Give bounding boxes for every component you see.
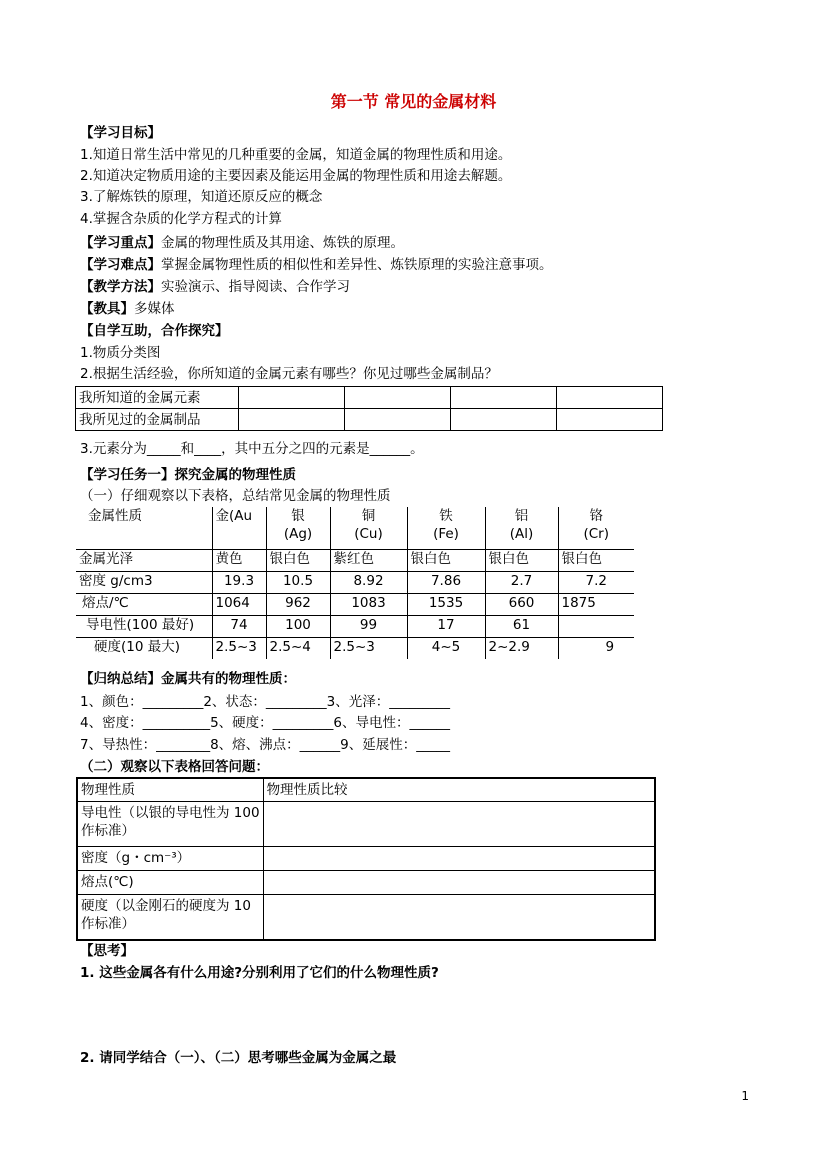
think-q2: 2. 请同学结合（一）、（二）思考哪些金属为金属之最: [80, 1050, 397, 1066]
property-cell: [77, 802, 263, 847]
objective-item: 1.知道日常生活中常见的几种重要的金属，知道金属的物理性质和用途。: [80, 147, 512, 163]
table-cell-blank[interactable]: [345, 387, 451, 409]
methods-label: 【教学方法】: [80, 279, 161, 295]
metal-symbol: (Cu): [354, 526, 383, 542]
metal-header: [266, 507, 330, 550]
row-label: 熔点/℃: [76, 594, 212, 616]
summary-line: 1、颜色：_________2、状态：_________3、光泽：_________: [80, 694, 451, 710]
property-line: 导电性（以银的导电性为 100: [81, 805, 260, 821]
property-cell: [77, 895, 263, 941]
table-cell: 银白色: [407, 550, 485, 572]
property-line: 作标准）: [81, 916, 135, 932]
key-points: [80, 234, 404, 252]
row-label: 硬度(10 最大): [76, 638, 212, 660]
property-comparison-table: [76, 777, 656, 941]
table-row: [76, 594, 634, 616]
table-row: [77, 847, 655, 871]
table-cell: [558, 616, 634, 638]
header-cell: 物理性质比较: [263, 778, 655, 802]
header-cell: 物理性质: [77, 778, 263, 802]
table-cell: 1535: [407, 594, 485, 616]
self-study-heading: 【自学互助，合作探究】: [80, 323, 229, 339]
tools-text: 多媒体: [134, 301, 175, 317]
table-row: [77, 802, 655, 847]
difficulties-text: 掌握金属物理性质的相似性和差异性、炼铁原理的实验注意事项。: [161, 257, 553, 273]
metal-name: 银: [291, 508, 305, 524]
table-cell: 黄色: [212, 550, 266, 572]
table-cell: 2.5~3: [212, 638, 266, 660]
part2-heading: （二）观察以下表格回答问题：: [80, 759, 269, 775]
self-study-q2: 2.根据生活经验，你所知道的金属元素有哪些？你见过哪些金属制品？: [80, 366, 498, 382]
table-cell: 紫红色: [330, 550, 407, 572]
summary-heading: [80, 670, 296, 688]
table-cell: 74: [212, 616, 266, 638]
property-cell: [77, 847, 263, 871]
key-points-text: 金属的物理性质及其用途、炼铁的原理。: [161, 235, 404, 251]
metal-header: [558, 507, 634, 550]
table-cell: 2.5~3: [330, 638, 407, 660]
table-cell: 4~5: [407, 638, 485, 660]
table-cell-blank[interactable]: [557, 409, 663, 431]
metal-name: 铜: [361, 508, 376, 524]
methods: [80, 278, 350, 296]
property-cell: [77, 871, 263, 895]
property-line: 密度（g・cm⁻³）: [81, 850, 191, 866]
task1-intro: （一）仔细观察以下表格，总结常见金属的物理性质: [80, 488, 391, 504]
table-row: [76, 616, 634, 638]
table-cell: 8.92: [330, 572, 407, 594]
table-row: [77, 895, 655, 941]
metal-name: 金(Au: [215, 508, 253, 524]
key-points-label: 【学习重点】: [80, 235, 161, 251]
table-cell: 7.86: [407, 572, 485, 594]
table-cell: 61: [485, 616, 558, 638]
metal-name: 铝: [514, 508, 529, 524]
table-cell-blank[interactable]: [557, 387, 663, 409]
objective-item: 4.掌握含杂质的化学方程式的计算: [80, 211, 282, 227]
table-cell: 9: [558, 638, 634, 660]
table-cell: 1083: [330, 594, 407, 616]
table-cell: 银白色: [558, 550, 634, 572]
metal-name: 铬: [589, 508, 603, 524]
table-cell: 962: [266, 594, 330, 616]
answer-cell[interactable]: [263, 871, 655, 895]
metal-properties-table: [76, 507, 634, 659]
table-cell-blank[interactable]: [345, 409, 451, 431]
metals-known-table: [75, 386, 663, 431]
table-cell-blank[interactable]: [451, 409, 557, 431]
property-line: 硬度（以金刚石的硬度为 10: [81, 898, 251, 914]
table-cell: 银白色: [266, 550, 330, 572]
metal-symbol: (Ag): [283, 526, 313, 542]
table-cell-blank[interactable]: [451, 387, 557, 409]
row-label: 密度 g/cm3: [76, 572, 212, 594]
tools-label: 【教具】: [80, 301, 134, 317]
row-label: 金属光泽: [76, 550, 212, 572]
metal-symbol: (Al): [509, 526, 534, 542]
table-row: [76, 387, 663, 409]
table-cell: 银白色: [485, 550, 558, 572]
table-header-row: [76, 507, 634, 550]
table-cell: 2.7: [485, 572, 558, 594]
table-cell: 10.5: [266, 572, 330, 594]
think-q1: 1. 这些金属各有什么用途?分别利用了它们的什么物理性质?: [80, 965, 439, 981]
property-line: 作标准）: [81, 823, 135, 839]
summary-line: 4、密度：__________5、硬度：_________6、导电性：______: [80, 715, 451, 731]
table-cell: 我所见过的金属制品: [76, 409, 239, 431]
table-row: [76, 409, 663, 431]
table-cell: 1875: [558, 594, 634, 616]
objectives-heading: 【学习目标】: [80, 125, 161, 141]
methods-text: 实验演示、指导阅读、合作学习: [161, 279, 350, 295]
answer-cell[interactable]: [263, 802, 655, 847]
table-row: [76, 638, 634, 660]
answer-cell[interactable]: [263, 847, 655, 871]
summary-label: 【归纳总结】: [80, 671, 161, 687]
task1-title: 探究金属的物理性质: [174, 467, 296, 483]
table-cell-blank[interactable]: [239, 409, 345, 431]
table-row: [77, 871, 655, 895]
metal-name: 铁: [439, 508, 453, 524]
objective-item: 2.知道决定物质用途的主要因素及能运用金属的物理性质和用途去解题。: [80, 168, 512, 184]
think-heading: 【思考】: [80, 943, 134, 959]
objective-item: 3.了解炼铁的原理，知道还原反应的概念: [80, 189, 323, 205]
table-header-row: [77, 778, 655, 802]
tools: [80, 300, 175, 318]
metal-header: [485, 507, 558, 550]
table-cell-blank[interactable]: [239, 387, 345, 409]
row-label: 导电性(100 最好): [76, 616, 212, 638]
self-study-q1: 1.物质分类图: [80, 345, 161, 361]
table-cell: 99: [330, 616, 407, 638]
page-number: 1: [741, 1089, 749, 1103]
property-line: 熔点(℃): [81, 874, 134, 890]
summary-title: 金属共有的物理性质：: [161, 671, 296, 687]
metal-symbol: (Fe): [433, 526, 459, 542]
difficulties: [80, 256, 553, 274]
table-row: [76, 550, 634, 572]
self-study-q3: 3.元素分为_____和____，其中五分之四的元素是______。: [80, 441, 424, 457]
answer-cell[interactable]: [263, 895, 655, 941]
metal-header: [407, 507, 485, 550]
table-cell: 19.3: [212, 572, 266, 594]
difficulties-label: 【学习难点】: [80, 257, 161, 273]
page-title: 第一节 常见的金属材料: [330, 92, 497, 111]
header-label: 金属性质: [88, 508, 142, 524]
summary-line: 7、导热性：________8、熔、沸点：______9、延展性：_____: [80, 737, 451, 753]
table-row: [76, 572, 634, 594]
metal-symbol: (Cr): [583, 526, 609, 542]
metal-header: [330, 507, 407, 550]
table-cell: 100: [266, 616, 330, 638]
task1-heading: [80, 466, 296, 484]
table-cell: 17: [407, 616, 485, 638]
task1-label: 【学习任务一】: [80, 467, 175, 483]
table-cell: 1064: [212, 594, 266, 616]
table-cell: 660: [485, 594, 558, 616]
table-cell: 2.5~4: [266, 638, 330, 660]
table-cell: 7.2: [558, 572, 634, 594]
metal-header: [212, 507, 266, 550]
table-cell: 2~2.9: [485, 638, 558, 660]
table-cell: 我所知道的金属元素: [76, 387, 239, 409]
